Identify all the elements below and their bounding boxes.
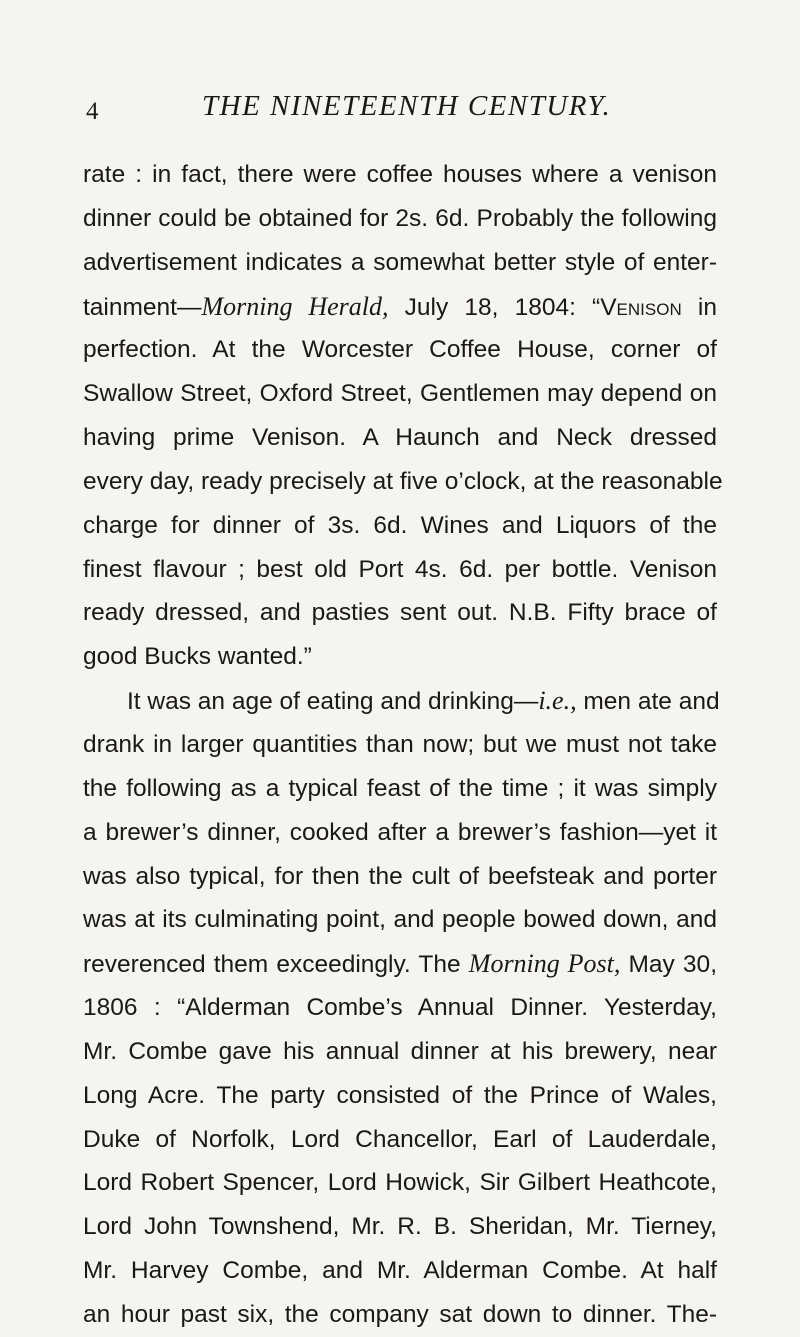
newspaper-title: Morning Herald, — [201, 291, 389, 321]
text-line: finest flavour ; best old Port 4s. 6d. per bottle. Venison — [83, 555, 717, 583]
text-line: tainment—Morning Herald, July 18, 1804: “Venison in — [83, 291, 717, 321]
text-line: Mr. Harvey Combe, and Mr. Alderman Combe. At half — [83, 1257, 717, 1285]
page-number: 4 — [86, 98, 99, 125]
text-line: reverenced them exceedingly. The Morning Post, May 30, — [83, 949, 717, 979]
small-caps-word: Venison — [600, 293, 682, 321]
text-line: Long Acre. The party consisted of the Prince of Wales, — [83, 1081, 717, 1109]
text-line: every day, ready precisely at five o’clock, at the reasonable — [83, 467, 723, 495]
text-line: was at its culminating point, and people bowed down, and — [83, 906, 717, 934]
text-line: charge for dinner of 3s. 6d. Wines and Liquors of the — [83, 511, 717, 539]
text-line: Lord Robert Spencer, Lord Howick, Sir Gilbert Heathcote, — [83, 1169, 717, 1197]
text-line: having prime Venison. A Haunch and Neck dressed — [83, 424, 717, 452]
text-line: Mr. Combe gave his annual dinner at his brewery, near — [83, 1037, 717, 1065]
text-line: Duke of Norfolk, Lord Chancellor, Earl of Lauderdale, — [83, 1125, 717, 1153]
text-line: drank in larger quantities than now; but we must not take — [83, 730, 717, 758]
text-line: advertisement indicates a somewhat better style of enter- — [83, 248, 717, 276]
text-line: perfection. At the Worcester Coffee House, corner of — [83, 336, 717, 364]
text-line: an hour past six, the company sat down to dinner. The- — [83, 1300, 717, 1328]
text-line: It was an age of eating and drinking—i.e., men ate and — [127, 686, 720, 716]
italic-abbrev: i.e., — [538, 686, 577, 716]
running-head: THE NINETEENTH CENTURY. — [202, 90, 612, 122]
text-line: rate : in fact, there were coffee houses where a venison — [83, 161, 717, 188]
text-line: Lord John Townshend, Mr. R. B. Sheridan, Mr. Tierney, — [83, 1213, 717, 1241]
text-line: the following as a typical feast of the time ; it was simply — [83, 774, 717, 802]
text-line: a brewer’s dinner, cooked after a brewer’s fashion—yet it — [83, 818, 717, 846]
text-line: 1806 : “Alderman Combe’s Annual Dinner. Yesterday, — [83, 994, 717, 1022]
body-text — [83, 153, 723, 1337]
newspaper-title: Morning Post, — [468, 949, 621, 979]
text-line: was also typical, for then the cult of beefsteak and porter — [83, 862, 717, 890]
text-line: dinner could be obtained for 2s. 6d. Probably the following — [83, 204, 717, 232]
text-line: ready dressed, and pasties sent out. N.B. Fifty brace of — [83, 599, 717, 627]
text-line: Swallow Street, Oxford Street, Gentlemen may depend on — [83, 380, 717, 408]
page-header — [0, 90, 800, 130]
text-line: good Bucks wanted.” — [83, 643, 312, 671]
